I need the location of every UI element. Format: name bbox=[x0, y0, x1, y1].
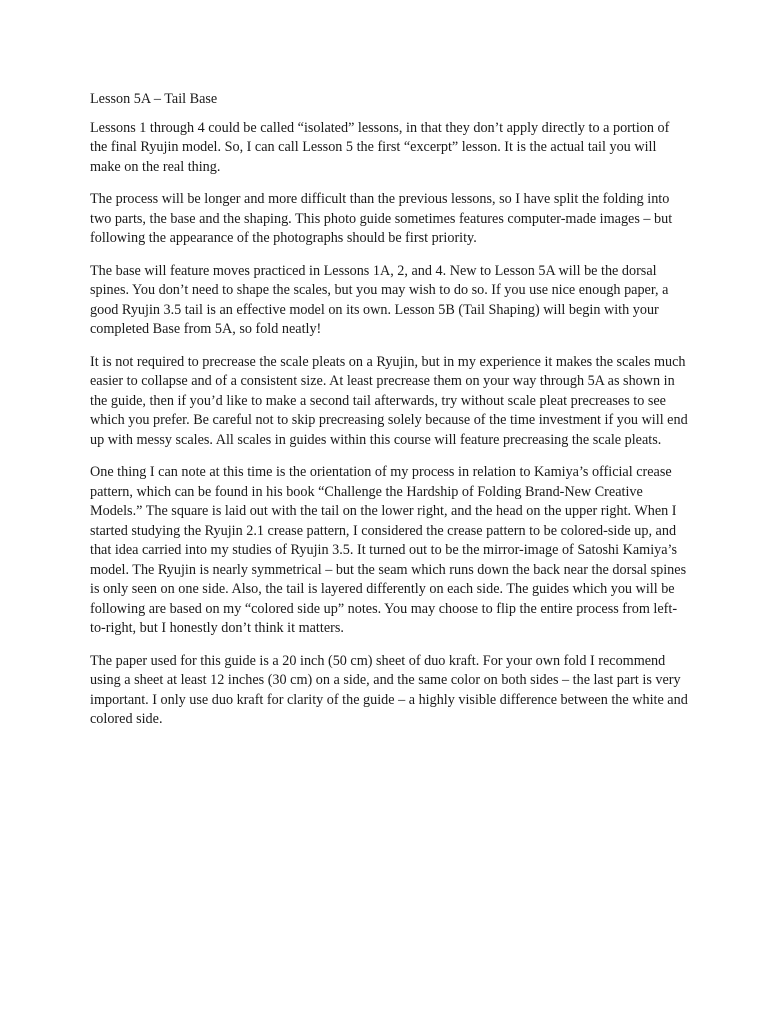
document-page bbox=[90, 90, 690, 743]
paragraph-orientation: One thing I can note at this time is the orientation of my process in relation to Kamiya’s official crease pattern, which can be found in his book “Challenge the Hardship of Folding Brand-New Creative Models.” The square is laid out with the tail on the lower right, and the head on the upper right. When I started studying the Ryujin 2.1 crease pattern, I considered the crease pattern to be colored-side up, and that idea carried into my studies of Ryujin 3.5. It turned out to be the mirror-image of Satoshi Kamiya’s model. The Ryujin is nearly symmetrical – but the seam which runs down the back near the dorsal spines is only seen on one side. Also, the tail is layered differently on each side. The guides which you will be following are based on my “colored side up” notes. You may choose to flip the entire process from left-to-right, but I honestly don’t think it matters. bbox=[90, 464, 687, 636]
paragraph-isolated-lessons: Lessons 1 through 4 could be called “isolated” lessons, in that they don’t apply directly to a portion of the final Ryujin model. So, I can call Lesson 5 the first “excerpt” lesson. It is the actual tail you will make on the real thing. bbox=[90, 119, 670, 175]
document-title: Lesson 5A – Tail Base bbox=[90, 91, 218, 107]
paragraph-precrease: It is not required to precrease the scale pleats on a Ryujin, but in my experience it makes the scales much easier to collapse and of a consistent size. At least precrease them on your way through 5A as shown in the guide, then if you’d like to make a second tail afterwards, try without scale pleat precreases to see which you prefer. Be careful not to skip precreasing solely because of the time investment if you will end up with messy scales. All scales in guides within this course will feature precreasing the scale pleats. bbox=[90, 353, 688, 448]
paragraph-process-parts: The process will be longer and more difficult than the previous lessons, so I have split the folding into two parts, the base and the shaping. This photo guide sometimes features computer-made images – but following the appearance of the photographs should be first priority. bbox=[90, 191, 673, 246]
paragraph-base-features: The base will feature moves practiced in Lessons 1A, 2, and 4. New to Lesson 5A will be the dorsal spines. You don’t need to shape the scales, but you may wish to do so. If you use nice enough paper, a good Ryujin 3.5 tail is an effective model on its own. Lesson 5B (Tail Shaping) will begin with your completed Base from 5A, so fold neatly! bbox=[90, 262, 669, 337]
paragraph-paper: The paper used for this guide is a 20 inch (50 cm) sheet of duo kraft. For your own fold I recommend using a sheet at least 12 inches (30 cm) on a side, and the same color on both sides – the last part is very important. I only use duo kraft for clarity of the guide – a highly visible difference between the white and colored side. bbox=[90, 652, 688, 727]
